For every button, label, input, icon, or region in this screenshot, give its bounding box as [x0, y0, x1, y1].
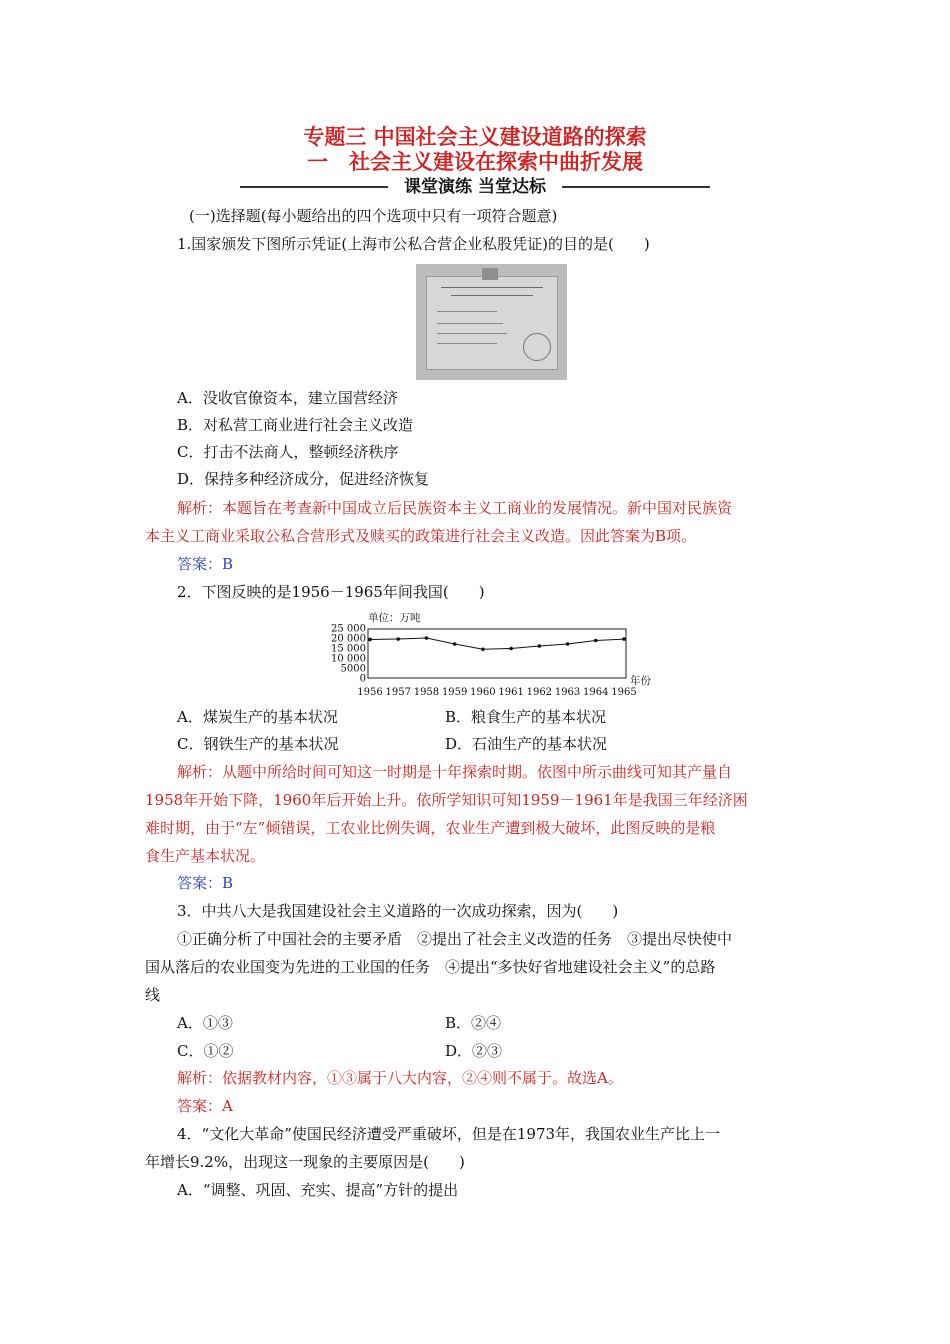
q2-analysis-cont-1: 1958年开始下降，1960年后开始上升。依所学知识可知1959－1961年是我国三年经济困 — [145, 791, 748, 809]
q3-answer: 答案：A — [177, 1097, 233, 1115]
data-point — [425, 636, 429, 640]
certificate-paper — [426, 276, 558, 370]
q1-option-d: D．保持多种经济成分，促进经济恢复 — [177, 470, 430, 488]
q2-option-d: D．石油生产的基本状况 — [445, 735, 608, 753]
plot-frame — [368, 629, 626, 678]
q2-option-c: C．钢铁生产的基本状况 — [177, 735, 339, 753]
x-tick-label: 1963 — [554, 687, 581, 698]
q2-option-b: B．粮食生产的基本状况 — [445, 708, 607, 726]
q3-option-c: C．①② — [177, 1042, 234, 1060]
q4-option-a: A．“调整、巩固、充实、提高”方针的提出 — [177, 1181, 459, 1199]
x-tick-label: 1959 — [441, 687, 468, 698]
data-point — [566, 642, 570, 646]
x-tick-label: 1961 — [498, 687, 524, 698]
data-point — [622, 637, 626, 641]
x-tick-label: 1960 — [470, 687, 496, 698]
data-point — [481, 648, 485, 652]
data-point — [594, 639, 598, 643]
y-tick-label: 0 — [359, 673, 366, 685]
y-tick-label: 10 000 — [331, 653, 366, 665]
x-tick-label: 1962 — [526, 687, 553, 698]
emblem-icon — [482, 268, 498, 280]
seal-stamp — [523, 333, 551, 361]
q3-option-a: A．①③ — [177, 1014, 233, 1032]
x-tick-label: 1957 — [385, 687, 411, 698]
q1-analysis: 解析：本题旨在考查新中国成立后民族资本主义工商业的发展情况。新中国对民族资 — [177, 499, 733, 517]
q1-option-a: A．没收官僚资本，建立国营经济 — [177, 389, 398, 407]
q1-answer: 答案：B — [177, 555, 234, 573]
q4-stem-cont: 年增长9.2%，出现这一现象的主要原因是( ) — [145, 1153, 465, 1171]
y-tick-label: 20 000 — [331, 633, 366, 645]
section-heading: (一)选择题(每小题给出的四个选项中只有一项符合题意) — [189, 207, 558, 225]
band-label: 课堂演练 当堂达标 — [404, 177, 546, 197]
page-title: 专题三 中国社会主义建设道路的探索 — [303, 124, 647, 149]
q3-statements-cont-2: 线 — [145, 986, 161, 1004]
q1-analysis-cont: 本主义工商业采取公私合营形式及赎买的政策进行社会主义改造。因此答案为B项。 — [145, 527, 697, 545]
section-band — [240, 176, 710, 198]
q3-analysis: 解析：依据教材内容，①③属于八大内容，②④则不属于。故选A。 — [177, 1069, 623, 1087]
certificate-image — [416, 264, 567, 380]
x-tick-label: 1956 — [357, 687, 383, 698]
y-tick-label: 25 000 — [331, 623, 366, 635]
q2-stem: 2．下图反映的是1956－1965年间我国( ) — [177, 583, 485, 601]
q1-stem: 1.国家颁发下图所示凭证(上海市公私合营企业私股凭证)的目的是( ) — [177, 235, 650, 253]
data-point — [538, 644, 542, 648]
q3-statements-cont-1: 国从落后的农业国变为先进的工业国的任务 ④提出“多快好省地建设社会主义”的总路 — [145, 958, 716, 976]
x-tick-label: 1964 — [583, 687, 609, 698]
q3-stem: 3．中共八大是我国建设社会主义道路的一次成功探索，因为( ) — [177, 902, 619, 920]
production-line-chart — [320, 612, 660, 704]
x-tick-label: 1958 — [413, 687, 440, 698]
q3-option-b: B．②④ — [445, 1014, 502, 1032]
q2-option-a: A．煤炭生产的基本状况 — [177, 708, 338, 726]
q1-option-b: B．对私营工商业进行社会主义改造 — [177, 416, 414, 434]
x-tick-label: 1965 — [611, 687, 637, 698]
section-title: 一 社会主义建设在探索中曲折发展 — [307, 149, 643, 174]
q2-analysis-cont-3: 食生产基本状况。 — [145, 847, 266, 865]
data-point — [396, 637, 400, 641]
q2-analysis-cont-2: 难时期，由于“左”倾错误，工农业比例失调，农业生产遭到极大破坏，此图反映的是粮 — [145, 819, 716, 837]
y-tick-label: 5000 — [340, 663, 366, 675]
q2-analysis: 解析：从题中所给时间可知这一时期是十年探索时期。依图中所示曲线可知其产量自 — [177, 763, 733, 781]
q3-option-d: D．②③ — [445, 1042, 503, 1060]
q2-answer: 答案：B — [177, 874, 234, 892]
data-point — [509, 647, 513, 651]
data-point — [453, 642, 457, 646]
q1-option-c: C．打击不法商人，整顿经济秩序 — [177, 443, 399, 461]
q3-statements: ①正确分析了中国社会的主要矛盾 ②提出了社会主义改造的任务 ③提出尽快使中 — [177, 930, 733, 948]
series-line — [370, 638, 624, 649]
x-axis-label: 年份 — [630, 675, 651, 687]
y-tick-label: 15 000 — [331, 643, 366, 655]
data-point — [368, 638, 372, 642]
q4-stem: 4．“文化大革命”使国民经济遭受严重破坏，但是在1973年，我国农业生产比上一 — [177, 1125, 721, 1143]
unit-label: 单位：万吨 — [368, 612, 421, 624]
